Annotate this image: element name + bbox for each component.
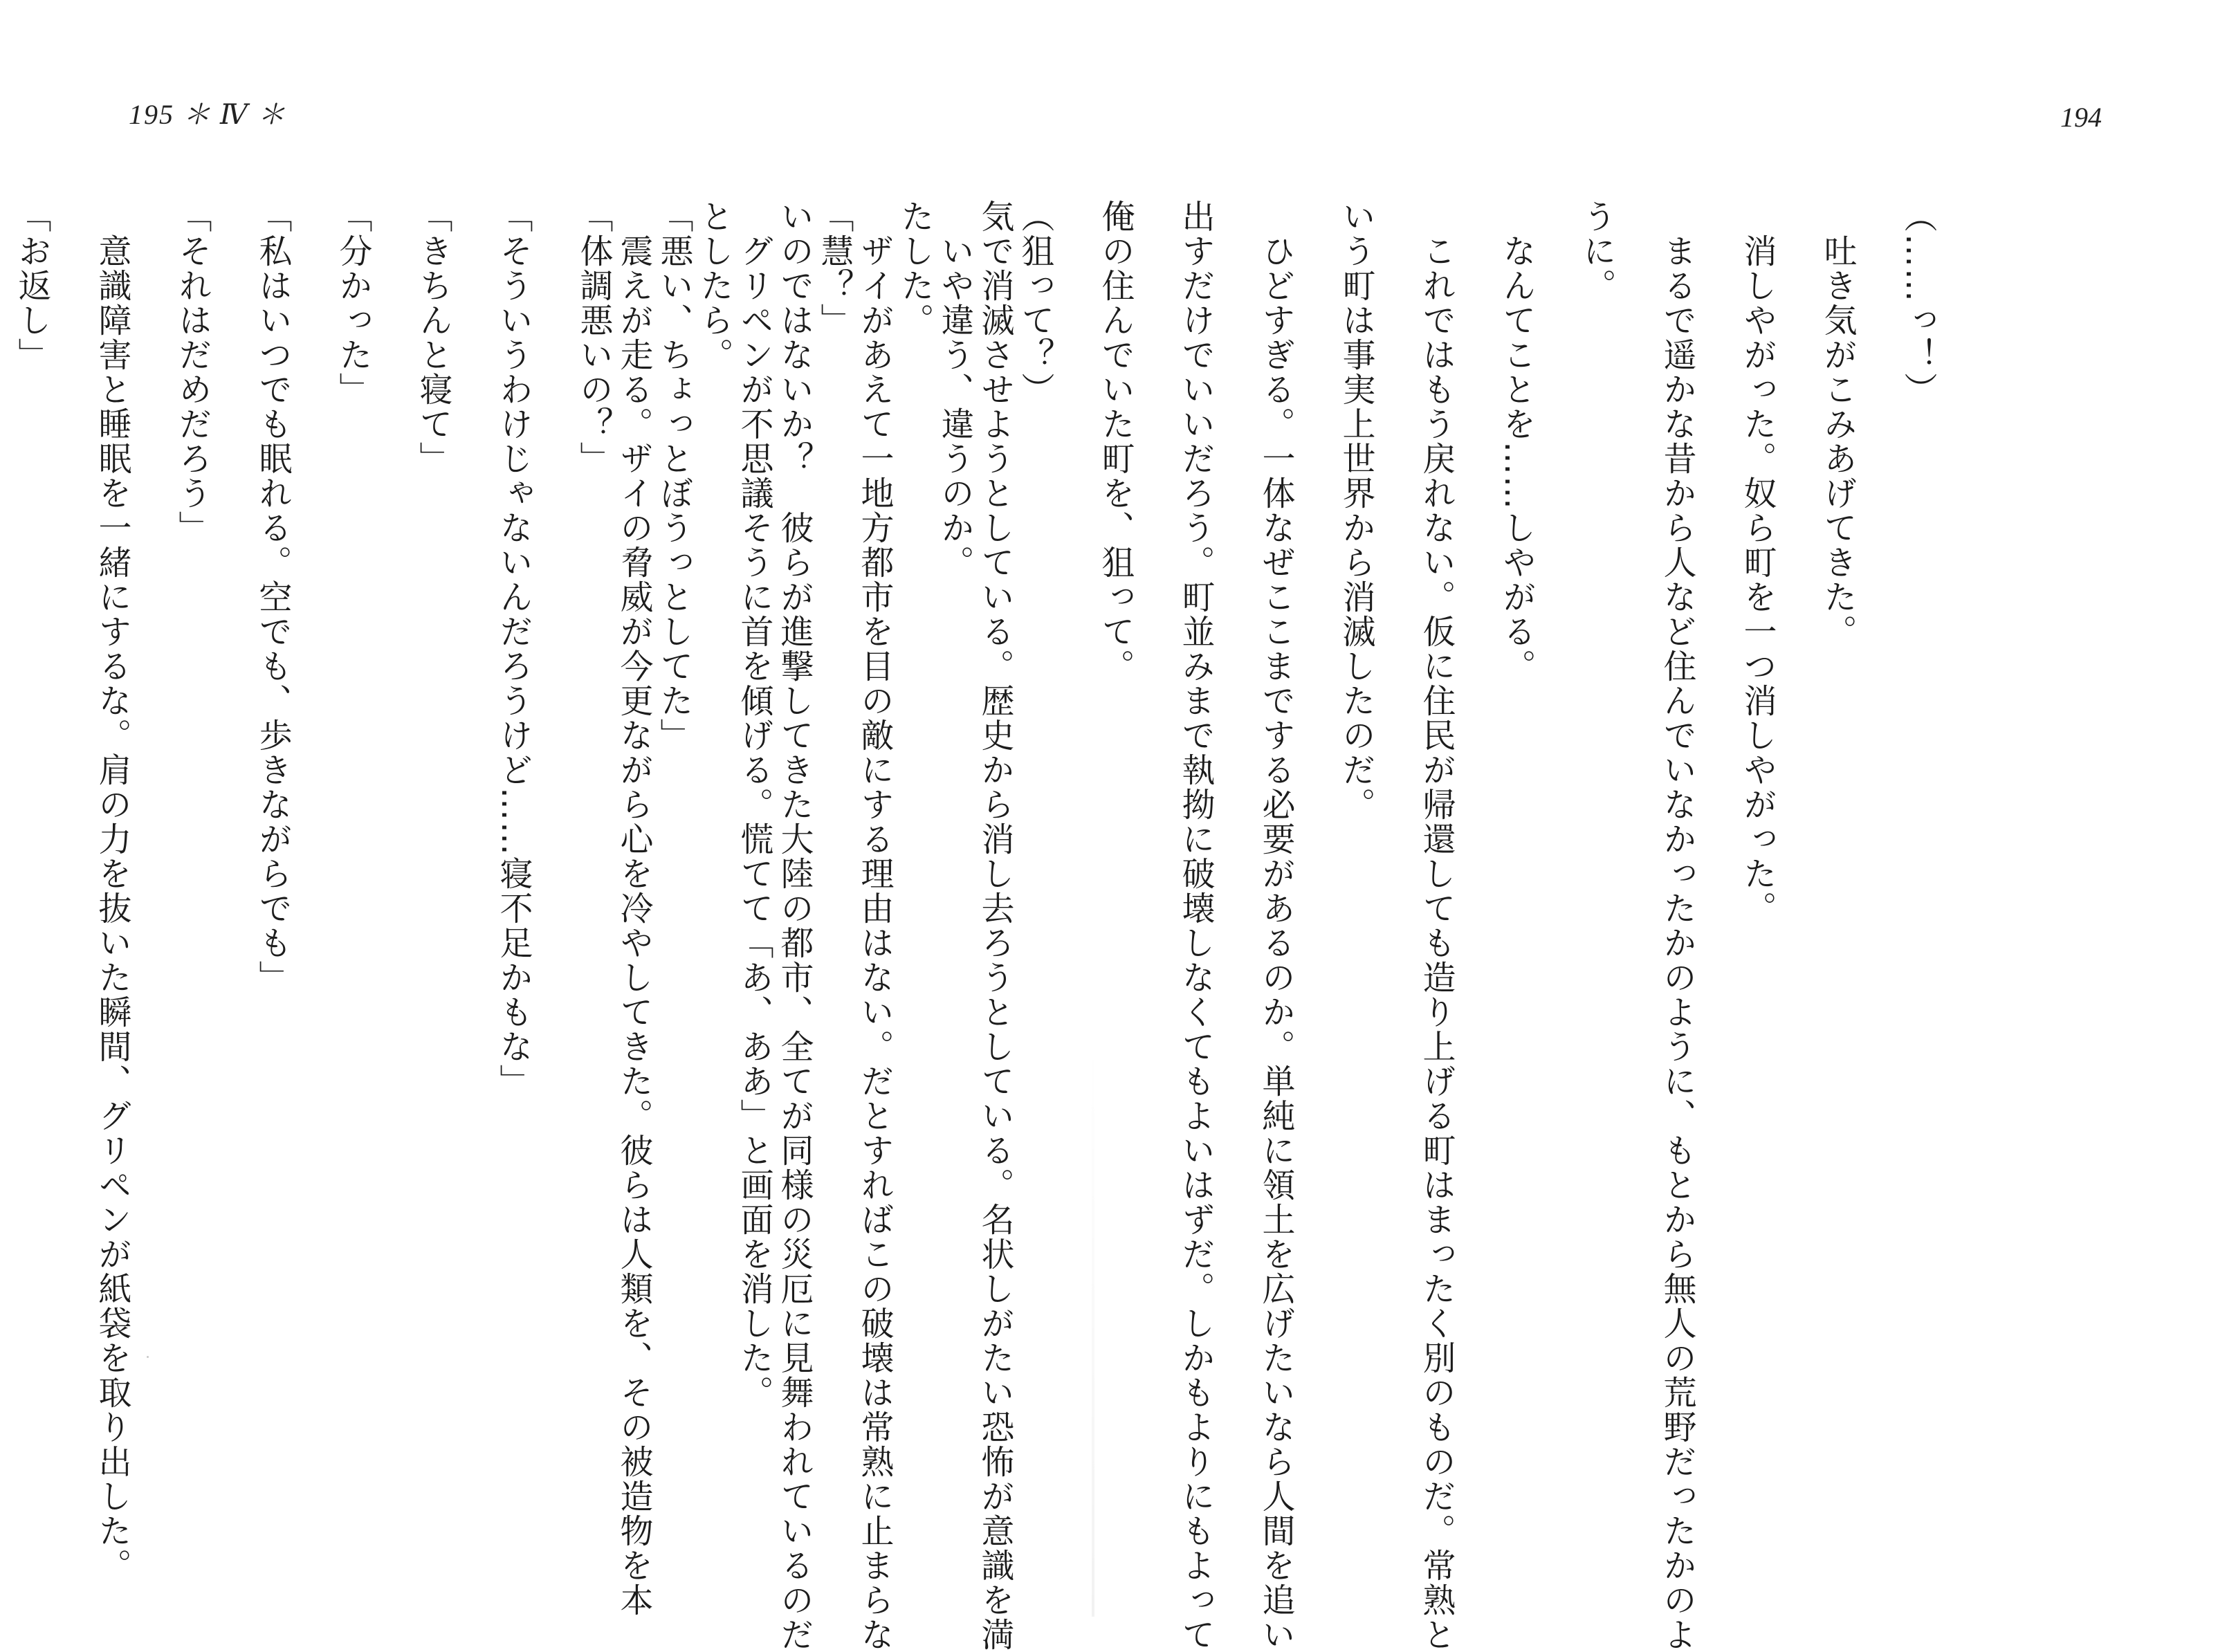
gutter-shadow xyxy=(1092,1038,1094,1617)
text-line: 「そういうわけじゃないんだろうけど……寝不足かもな」 xyxy=(494,199,533,1099)
text-line: たした。 xyxy=(895,199,934,338)
text-line: なんてことを……しやがる。 xyxy=(1497,199,1536,683)
text-line: 「慧？」 xyxy=(815,199,854,338)
text-line: としたら。 xyxy=(695,199,733,372)
text-line: 「それはだめだろう」 xyxy=(173,199,212,545)
text-line: グリペンが不思議そうに首を傾げる。慌てて「あ、ああ」と画面を消した。 xyxy=(735,199,773,1410)
text-line: いう町は事実上世界から消滅したのだ。 xyxy=(1337,199,1375,822)
text-line: これではもう戻れない。仮に住民が帰還しても造り上げる町はまったく別のものだ。常熟と xyxy=(1417,199,1456,1652)
page-number-right: 194 xyxy=(2060,102,2102,133)
text-line: 吐き気がこみあげてきた。 xyxy=(1818,199,1857,649)
text-line: 意識障害と睡眠を一緒にするな。肩の力を抜いた瞬間、グリペンが紙袋を取り出した。 xyxy=(93,199,131,1583)
text-line: 震えが走る。ザイの脅威が今更ながら心を冷やしてきた。彼らは人類を、その被造物を本 xyxy=(614,199,653,1617)
text-line: （狙って？） xyxy=(1016,199,1054,407)
text-line: まるで遥かな昔から人など住んでいなかったかのように、もとから無人の荒野だったかのよ xyxy=(1658,199,1696,1652)
text-line: ザイがあえて一地方都市を目の敵にする理由はない。だとすればこの破壊は常熟に止まらな xyxy=(855,199,894,1652)
text-line: 気で消滅させようとしている。歴史から消し去ろうとしている。名状しがたい恐怖が意識を満 xyxy=(975,199,1014,1652)
running-head-left-page: 195 ＊ Ⅳ ＊ xyxy=(129,99,286,130)
text-line: 「私はいつでも眠れる。空でも、歩きながらでも」 xyxy=(253,199,292,995)
text-line: 「体調悪いの？」 xyxy=(574,199,613,476)
text-line: 「お返し」 xyxy=(12,199,51,372)
text-line: 消しやがった。奴ら町を一つ消しやがった。 xyxy=(1738,199,1777,926)
text-line: 「きちんと寝て」 xyxy=(414,199,452,476)
text-line: 出すだけでいいだろう。町並みまで執拗に破壊しなくてもよいはずだ。しかもよりにもよって xyxy=(1176,199,1215,1652)
text-line: うに。 xyxy=(1577,199,1616,303)
scan-speck xyxy=(147,1356,149,1358)
text-line: ひどすぎる。一体なぜここまでする必要があるのか。単純に領土を広げたいなら人間を追い xyxy=(1256,199,1295,1652)
text-line: いのではないか？ 彼らが進撃してきた大陸の都市、全てが同様の災厄に見舞われているのだ xyxy=(775,199,814,1652)
page-left-body xyxy=(12,199,1035,1652)
text-line: 「悪い、ちょっとぼうっとしてた」 xyxy=(654,199,693,753)
text-line: 俺の住んでいた町を、狙って。 xyxy=(1096,199,1135,683)
text-line: いや違う、違うのか。 xyxy=(935,199,974,580)
text-line: （……っ！） xyxy=(1898,199,1937,407)
text-line: 「分かった」 xyxy=(333,199,372,407)
